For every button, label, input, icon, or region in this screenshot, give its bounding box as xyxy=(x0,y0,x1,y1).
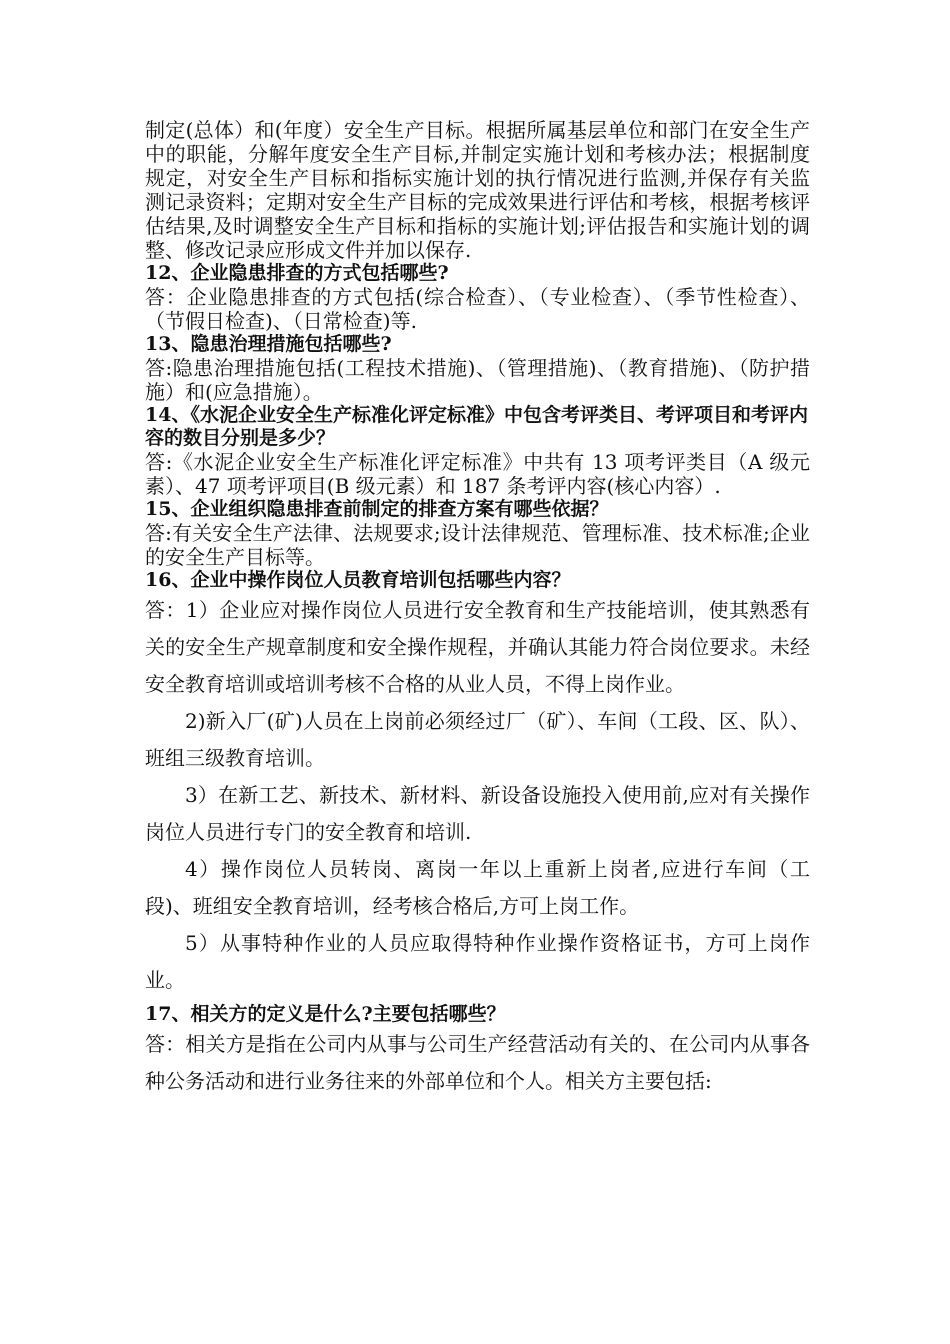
answer-12: 答：企业隐患排查的方式包括(综合检查）、（专业检查）、（季节性检查）、（节假日检查)、（日常检查)等. xyxy=(145,285,810,333)
question-17: 17、相关方的定义是什么?主要包括哪些？ xyxy=(145,1003,506,1025)
answer-16-item-4: 4）操作岗位人员转岗、离岗一年以上重新上岗者,应进行车间（工段)、班组安全教育培训，经考核合格后,方可上岗工作。 xyxy=(145,857,810,918)
answer-16-item-3: 3）在新工艺、新技术、新材料、新设备设施投入使用前,应对有关操作岗位人员进行专门的安全教育和培训. xyxy=(145,783,810,844)
intro-paragraph: 制定(总体）和(年度）安全生产目标。根据所属基层单位和部门在安全生产中的职能，分解年度安全生产目标,并制定实施计划和考核办法；根据制度规定，对安全生产目标和指标实施计划的执行情况进行监测,并保存有关监测记录资料；定期对安全生产目标的完成效果进行评估和考核，根据考核评估结果,及时调整安全生产目标和指标的实施计划;评估报告和实施计划的调整、修改记录应形成文件并加以保存. xyxy=(145,118,810,262)
answer-16-item-2: 2)新入厂(矿)人员在上岗前必须经过厂（矿）、车间（工段、区、队）、班组三级教育培训。 xyxy=(145,709,810,770)
answer-13: 答:隐患治理措施包括(工程技术措施)、（管理措施)、（教育措施)、（防护措施）和(应急措施）。 xyxy=(145,356,810,404)
question-16: 16、企业中操作岗位人员教育培训包括哪些内容？ xyxy=(145,569,571,591)
answer-17: 答：相关方是指在公司内从事与公司生产经营活动有关的、在公司内从事各种公务活动和进行业务往来的外部单位和个人。相关方主要包括: xyxy=(145,1032,810,1093)
question-15: 15、企业组织隐患排查前制定的排查方案有哪些依据？ xyxy=(145,498,609,520)
answer-16-item-1: 答：1）企业应对操作岗位人员进行安全教育和生产技能培训，使其熟悉有关的安全生产规章制度和安全操作规程，并确认其能力符合岗位要求。未经安全教育培训或培训考核不合格的从业人员，不得上岗作业。 xyxy=(145,598,810,696)
answer-16-item-5: 5）从事特种作业的人员应取得特种作业操作资格证书，方可上岗作业。 xyxy=(145,931,810,992)
question-12: 12、企业隐患排查的方式包括哪些? xyxy=(145,262,449,284)
question-14: 14、《水泥企业安全生产标准化评定标准》中包含考评类目、考评项目和考评内容的数目分别是多少？ xyxy=(145,404,808,449)
answer-15: 答:有关安全生产法律、法规要求;设计法律规范、管理标准、技术标准;企业的安全生产目标等。 xyxy=(145,521,810,569)
question-13: 13、隐患治理措施包括哪些? xyxy=(145,333,392,355)
answer-14: 答:《水泥企业安全生产标准化评定标准》中共有 13 项考评类目（A 级元素）、47 项考评项目(B 级元素）和 187 条考评内容(核心内容）. xyxy=(145,450,810,498)
